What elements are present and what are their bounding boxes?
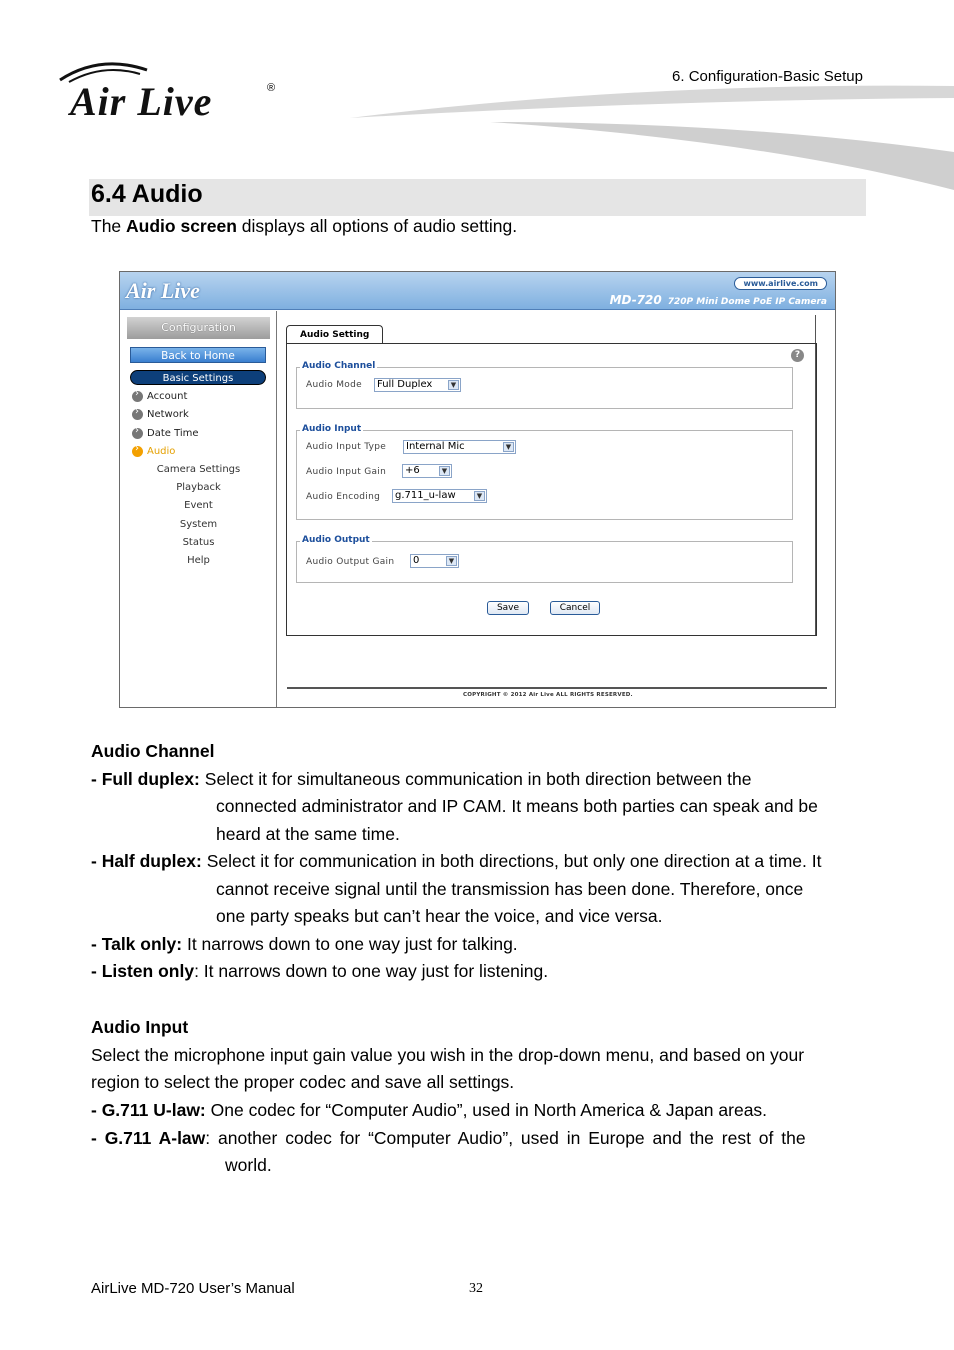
audio-input-gain-label: Audio Input Gain xyxy=(306,467,387,477)
talk-only-text: It narrows down to one way just for talking. xyxy=(186,934,518,954)
section-heading-bar xyxy=(89,179,866,216)
chevron-down-icon: ▼ xyxy=(448,380,459,390)
audio-input-line1: Select the microphone input gain value you wish in the drop-down menu, and based on your xyxy=(91,1045,805,1065)
ulaw-text: One codec for “Computer Audio”, used in North America & Japan areas. xyxy=(210,1100,768,1120)
basic-settings-button[interactable]: Basic Settings xyxy=(130,370,266,385)
ulaw-line xyxy=(91,1097,767,1125)
alaw-text: : another codec for “Computer Audio”, used in Europe and the rest of the xyxy=(205,1128,806,1148)
sidebar-item-label: Audio xyxy=(147,446,176,457)
model-name: MD-720 xyxy=(609,293,662,307)
footer-divider xyxy=(287,687,827,689)
sidebar-item-network[interactable] xyxy=(132,409,189,420)
manual-title: AirLive MD-720 User’s Manual xyxy=(91,1280,295,1297)
audio-encoding-select[interactable] xyxy=(392,489,487,503)
sidebar-system[interactable]: System xyxy=(179,519,218,530)
audio-encoding-label: Audio Encoding xyxy=(306,492,381,502)
arrow-bullet-icon xyxy=(132,446,143,457)
sidebar-playback[interactable]: Playback xyxy=(176,482,221,493)
half-duplex-line1 xyxy=(91,848,821,876)
half-duplex-line3: one party speaks but can’t hear the voice, and vice versa. xyxy=(216,906,663,926)
audio-channel-heading: Audio Channel xyxy=(91,741,215,761)
help-icon[interactable]: ? xyxy=(791,349,804,362)
listen-only-line xyxy=(91,958,548,986)
audio-output-gain-value: 0 xyxy=(413,555,420,566)
chevron-down-icon: ▼ xyxy=(503,442,514,452)
audio-input-gain-select[interactable] xyxy=(402,464,452,478)
intro-suffix: displays all options of audio setting. xyxy=(236,216,518,236)
sidebar-item-label: Account xyxy=(147,391,188,402)
audio-input-line2: region to select the proper codec and save all settings. xyxy=(91,1072,515,1092)
full-duplex-term: - Full duplex: xyxy=(91,769,200,789)
audio-output-group xyxy=(296,535,793,583)
talk-only-term: - Talk only: xyxy=(91,934,183,954)
audio-output-gain-select[interactable] xyxy=(410,554,459,568)
model-description: 720P Mini Dome PoE IP Camera xyxy=(667,297,827,307)
camera-header xyxy=(120,272,835,310)
chevron-down-icon: ▼ xyxy=(474,491,485,501)
arrow-bullet-icon xyxy=(132,391,143,402)
audio-screen-screenshot xyxy=(119,271,836,708)
arrow-bullet-icon xyxy=(132,428,143,439)
audio-mode-value: Full Duplex xyxy=(377,379,433,390)
audio-channel-title: Audio Channel xyxy=(302,361,376,371)
alaw-term: - G.711 A-law xyxy=(91,1128,206,1148)
save-button[interactable]: Save xyxy=(487,601,529,615)
audio-input-group xyxy=(296,424,793,520)
logo-text: Air Live xyxy=(70,79,213,124)
audio-output-gain-label: Audio Output Gain xyxy=(306,557,395,567)
audio-input-type-value: Internal Mic xyxy=(406,441,465,452)
intro-paragraph xyxy=(91,216,517,237)
model-label xyxy=(610,293,827,307)
header-swoosh-graphic xyxy=(340,82,954,192)
sidebar-camera-settings[interactable]: Camera Settings xyxy=(156,464,241,475)
alaw-line2: world. xyxy=(225,1155,272,1175)
full-duplex-text: Select it for simultaneous communication in both direction between the xyxy=(204,769,752,789)
listen-only-term: - Listen only xyxy=(91,961,195,981)
arrow-bullet-icon xyxy=(132,409,143,420)
sidebar-item-date-time[interactable] xyxy=(132,428,199,439)
page-number: 32 xyxy=(469,1281,483,1296)
sidebar-item-audio[interactable] xyxy=(132,446,175,457)
sidebar-status[interactable]: Status xyxy=(182,537,215,548)
sidebar-event[interactable]: Event xyxy=(184,500,213,511)
full-duplex-line2: connected administrator and IP CAM. It means both parties can speak and be xyxy=(216,796,818,816)
chapter-title: 6. Configuration-Basic Setup xyxy=(672,68,863,85)
intro-prefix: The xyxy=(91,216,127,236)
ulaw-term: - G.711 U-law: xyxy=(91,1100,206,1120)
url-badge[interactable]: www.airlive.com xyxy=(734,277,827,290)
configuration-header: Configuration xyxy=(127,317,270,339)
sidebar-item-label: Network xyxy=(147,409,189,420)
audio-channel-group xyxy=(296,361,793,409)
audio-setting-panel xyxy=(286,343,817,636)
sidebar-item-account[interactable] xyxy=(132,391,187,402)
audio-mode-label: Audio Mode xyxy=(306,380,362,390)
audio-encoding-value: g.711_u-law xyxy=(395,490,456,501)
full-duplex-line3: heard at the same time. xyxy=(216,824,400,844)
intro-bold: Audio screen xyxy=(126,216,237,236)
half-duplex-text: Select it for communication in both directions, but only one direction at a time. It xyxy=(206,851,822,871)
sidebar xyxy=(120,311,277,708)
audio-input-title: Audio Input xyxy=(302,424,362,434)
full-duplex-line1 xyxy=(91,766,751,794)
audio-input-type-label: Audio Input Type xyxy=(306,442,387,452)
chevron-down-icon: ▼ xyxy=(446,556,457,566)
airlive-logo xyxy=(55,58,285,126)
audio-input-type-select[interactable] xyxy=(403,440,516,454)
audio-output-title: Audio Output xyxy=(302,535,370,545)
alaw-line xyxy=(91,1125,806,1153)
back-to-home-button[interactable]: Back to Home xyxy=(130,347,266,363)
chevron-down-icon: ▼ xyxy=(439,466,450,476)
sidebar-item-label: Date Time xyxy=(147,428,199,439)
listen-only-text: : It narrows down to one way just for listening. xyxy=(194,961,549,981)
copyright-text: COPYRIGHT © 2012 Air Live ALL RIGHTS RESERVED. xyxy=(463,692,633,698)
tab-audio-setting[interactable]: Audio Setting xyxy=(286,325,383,344)
camera-logo: Air Live xyxy=(126,278,200,303)
audio-input-gain-value: +6 xyxy=(405,465,420,476)
half-duplex-term: - Half duplex: xyxy=(91,851,202,871)
audio-mode-select[interactable] xyxy=(374,378,461,392)
registered-mark: ® xyxy=(267,82,276,94)
sidebar-help[interactable]: Help xyxy=(187,555,210,566)
talk-only-line xyxy=(91,931,518,959)
section-title: 6.4 Audio xyxy=(91,180,203,208)
half-duplex-line2: cannot receive signal until the transmission has been done. Therefore, once xyxy=(216,879,804,899)
audio-input-heading: Audio Input xyxy=(91,1017,189,1037)
cancel-button[interactable]: Cancel xyxy=(550,601,600,615)
